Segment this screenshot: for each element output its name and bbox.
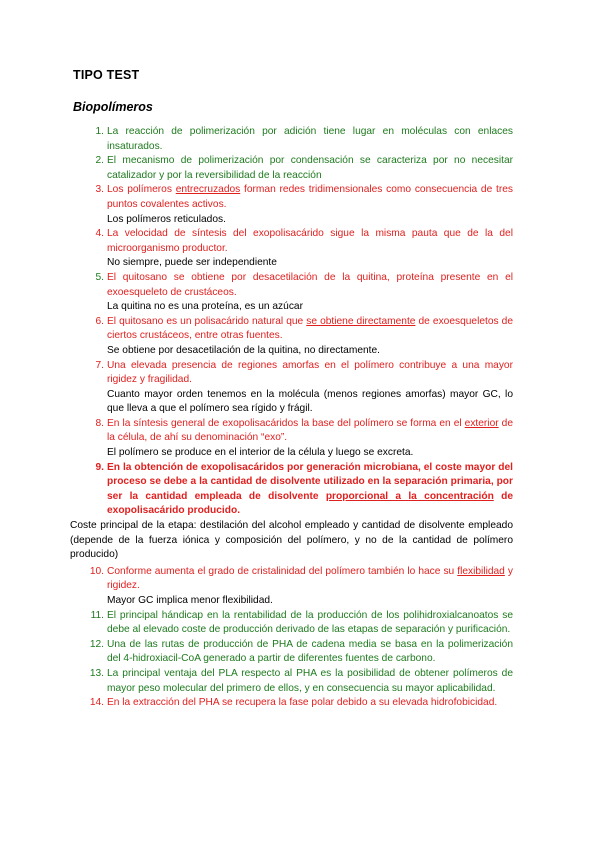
answer-note: La quitina no es una proteína, es un azúcar [107, 301, 303, 313]
question-text: Una elevada presencia de regiones amorfas en el polímero contribuye a una mayor rigidez y fragilidad. [107, 359, 513, 386]
page-title: TIPO TEST [73, 68, 140, 82]
question-number: 8. [95, 417, 104, 429]
explanation-paragraph: Coste principal de la etapa: destilación del alcohol empleado y cantidad de disolvente empleado (depende de la fuerza iónica y composición del polímero, y no de la cantidad de polímero producido) [70, 520, 513, 561]
question-text-pre: En la obtención de exopolisacáridos por generación microbiana, el coste mayor del proceso se debe a la cantidad de disolvente utilizado en la separación primaria, por ser la cantidad empleada de disolvente [107, 461, 513, 502]
question-number: 12. [89, 638, 104, 650]
section-title: Biopolímeros [73, 100, 153, 114]
question-item [89, 565, 513, 594]
question-item [95, 227, 513, 256]
question-text-pre: En la síntesis general de exopolisacáridos la base del polímero se forma en el [107, 417, 465, 429]
question-text-underlined: se obtiene directamente [306, 315, 416, 327]
question-item [95, 461, 513, 519]
question-text-underlined: proporcional a la concentración [325, 490, 494, 502]
question-text-post: de la célula, de ahí su denominación “exo”. [107, 417, 513, 444]
question-item [95, 359, 513, 388]
question-number: 7. [95, 359, 104, 371]
question-number: 13. [89, 667, 104, 679]
question-number: 14. [89, 697, 104, 709]
question-number: 10. [89, 565, 104, 577]
question-number: 3. [95, 184, 104, 196]
question-text-post: y rigidez. [107, 565, 513, 592]
answer-note: El polímero se produce en el interior de la célula y luego se excreta. [107, 447, 414, 459]
question-item [95, 154, 513, 183]
question-text: En la extracción del PHA se recupera la fase polar debido a su elevada hidrofobicidad. [107, 697, 498, 709]
question-item [95, 417, 513, 446]
question-text-pre: El quitosano es un polisacárido natural que [107, 315, 307, 327]
question-number: 5. [95, 271, 104, 283]
question-text: La velocidad de síntesis del exopolisacárido sigue la misma pauta que de la del microorganismo productor. [107, 228, 513, 254]
answer-note: No siempre, puede ser independiente [107, 257, 277, 269]
question-text: Una de las rutas de producción de PHA de cadena media se basa en la polimerización del 4-hidroxiacil-CoA generado a partir de diferentes fuentes de carbono. [107, 638, 513, 665]
question-number: 6. [95, 315, 104, 327]
question-text-pre: Los polímeros [107, 184, 176, 196]
question-text-underlined: exterior [464, 417, 499, 429]
question-number: 2. [95, 155, 104, 167]
question-text-post: de exopolisacárido producido. [107, 490, 513, 517]
question-item [95, 271, 513, 300]
question-item [95, 183, 513, 212]
question-number: 1. [95, 126, 104, 137]
question-item [89, 696, 513, 711]
question-item [89, 638, 513, 667]
answer-note: Se obtiene por desacetilación de la quitina, no directamente. [107, 344, 380, 356]
question-number: 11. [90, 609, 104, 621]
question-list [0, 125, 600, 711]
answer-note: Mayor GC implica menor flexibilidad. [107, 595, 273, 606]
question-text-underlined: flexibilidad [457, 565, 505, 577]
question-text-post: forman redes tridimensionales como consecuencia de tres puntos covalentes activos. [107, 184, 513, 210]
question-number: 9. [95, 461, 104, 473]
question-text: La reacción de polimerización por adición tiene lugar en moléculas con enlaces insaturados. [107, 126, 513, 152]
question-item [90, 609, 513, 638]
question-text-underlined: entrecruzados [175, 184, 241, 196]
question-text-post: de exoesqueletos de ciertos crustáceos, entre otras fuentes. [107, 315, 513, 342]
answer-note: Cuanto mayor orden tenemos en la molécula (menos regiones amorfas) mayor GC, lo que lleva a que el polímero sea rígido y frágil. [107, 388, 513, 415]
question-number: 4. [95, 228, 104, 240]
question-text-pre: Conforme aumenta el grado de cristalinidad del polímero también lo hace su [107, 565, 458, 577]
question-item [95, 315, 513, 344]
question-text: El principal hándicap en la rentabilidad de la producción de los polihidroxialcanoatos se debe al elevado coste de producción derivado de las etapas de separación y purificación. [107, 609, 513, 636]
question-text: El quitosano se obtiene por desacetilación de la quitina, proteína presente en el exoesqueleto de crustáceos. [107, 271, 513, 298]
question-item [89, 667, 513, 696]
answer-note: Los polímeros reticulados. [107, 213, 226, 225]
question-text: La principal ventaja del PLA respecto al PHA es la posibilidad de obtener polímeros de mayor peso molecular del primero de ellos, y en consecuencia su mayor aplicabilidad. [107, 667, 513, 694]
question-text: El mecanismo de polimerización por condensación se caracteriza por no necesitar catalizador y por la reversibilidad de la reacción [107, 155, 513, 181]
question-item [95, 125, 513, 154]
